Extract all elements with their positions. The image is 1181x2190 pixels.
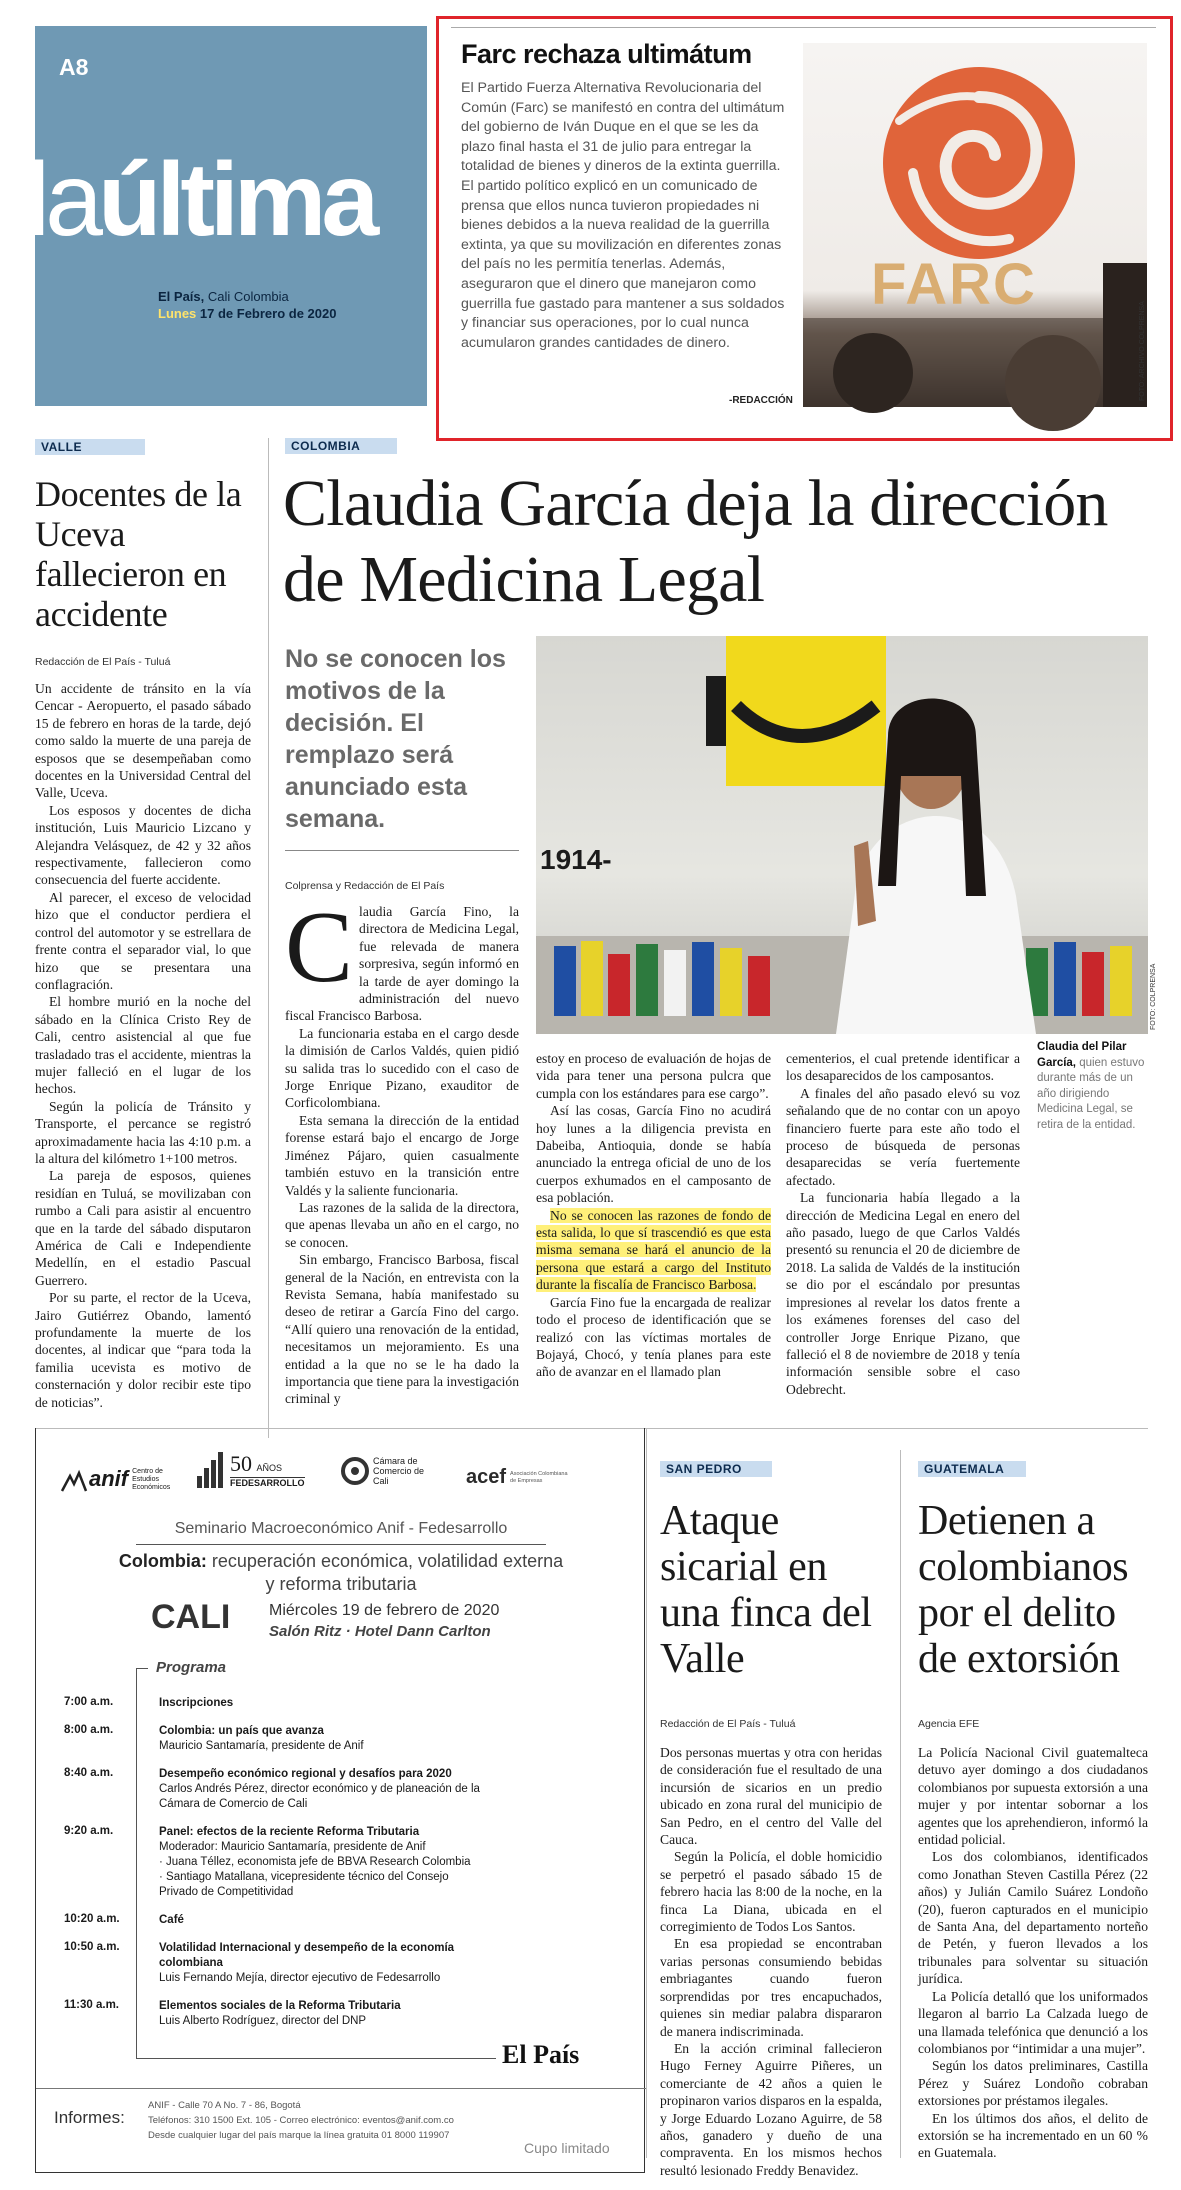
farc-photo — [803, 43, 1147, 407]
date: 17 de Febrero de 2020 — [196, 306, 337, 321]
guatemala-body — [918, 1744, 1148, 2162]
seminar-title-bold: Colombia: — [118, 1551, 207, 1571]
colombia-col3 — [786, 1050, 1020, 1398]
colombia-c3start: cementerios, el cual pretende identificar a los desaparecidos de los camposantos. — [786, 1051, 1020, 1084]
program-row — [64, 1999, 484, 2029]
colombia-col1 — [285, 891, 519, 1408]
medicina-photo-credit: FOTO: COLPRENSA — [1150, 963, 1157, 1030]
farc-headline: Farc rechaza ultimátum — [461, 39, 752, 69]
valle-p4: Según la policía de Tránsito y Transporte, el percance se registró aproximadamente hacia las 4:10 p.m. a la altura del kilómetro 1+100 metros. — [35, 1098, 251, 1166]
sanpedro-headline: Ataque sicarial en una finca del Valle — [660, 1498, 872, 1682]
seminar-venue: Salón Ritz · Hotel Dann Carlton — [269, 1623, 491, 1640]
colombia-c1p2: Las razones de la salida de la directora, que apenas llevaba un año en el cargo, no se conocen. — [285, 1199, 519, 1250]
anif-logo — [61, 1466, 182, 1492]
sanpedro-p2: En esa propiedad se encontraban varias personas consumiendo bebidas embriagantes cuando fueron sorprendidas por tres encapuchados, quienes sin mediar palabra dispararon de manera indiscriminada. — [660, 1936, 882, 2039]
highlighted-quote: No se conocen las razones de fondo de esta salida, lo que sí trascendió es que esta misma semana se hará el anuncio de la persona que estará a cargo del Instituto durante la fiscalía de Francisco Barbosa. — [536, 1207, 771, 1293]
acef-name: acef — [466, 1466, 507, 1488]
fede-name: FEDESARROLLO — [230, 1478, 305, 1488]
photo-year-text: 1914- — [540, 844, 612, 875]
acef-logo — [466, 1466, 574, 1489]
sanpedro-body — [660, 1744, 882, 2179]
colombia-c2after: García Fino fue la encargada de realizar todo el proceso de identificación que se realizó con las víctimas mortales de Bojayá, Chocó, y tenía planes para este año de avanzar en el llamado plan — [536, 1294, 771, 1380]
camara-logo — [341, 1456, 435, 1486]
dropcap: C — [285, 891, 354, 1004]
program-time: 10:20 a.m. — [64, 1913, 120, 1925]
section-title — [27, 142, 375, 258]
section-title-a: la — [27, 142, 98, 258]
farc-photo-credit: FOTO: ARCHIVO COLPRENSA — [1139, 301, 1146, 401]
colombia-c2p0: Así las cosas, García Fino no acudirá hoy lunes a la diligencia prevista en Dabeiba, Antioquia, donde se había anunciado la entrega oficial de uno de los cuerpos exhumados en el camposanto de esa población. — [536, 1103, 771, 1206]
section-tag-sanpedro: SAN PEDRO — [660, 1461, 772, 1477]
program-row — [64, 1696, 484, 1711]
info-line: Desde cualquier lugar del país marque la línea gratuita 01 8000 119907 — [148, 2130, 450, 2141]
valle-article — [35, 438, 251, 1411]
sanpedro-p1: Según la Policía, el doble homicidio se perpetró el pasado sábado 15 de febrero hacia las 8:00 de la noche, en la finca La Diana, ubicada en el corregimiento de Todos Los Santos. — [660, 1849, 882, 1935]
seminar-advertisement — [35, 1428, 645, 2173]
program-line: Luis Alberto Rodríguez, director del DNP — [159, 2015, 367, 2027]
colombia-c1p0: La funcionaria estaba en el cargo desde la dimisión de Carlos Valdés, quien pidió su salida tras lo sucedido con el caso de Jorge Enrique Pizano, exauditor de Corficolombiana. — [285, 1025, 519, 1111]
sanpedro-byline: Redacción de El País - Tuluá — [660, 1718, 796, 1730]
farc-rose-logo — [803, 43, 1147, 407]
camara-name: Cámara de Comercio de Cali — [373, 1456, 425, 1486]
guatemala-headline: Detienen a colombianos por el delito de extorsión — [918, 1498, 1129, 1682]
informes-label: Informes: — [54, 2108, 125, 2127]
anif-sub: Centro de Estudios Económicos — [132, 1468, 171, 1491]
valle-p6: Por su parte, el rector de la Uceva, Jairo Gutiérrez Obando, lamentó profundamente la muerte de los docentes, al indicar que “para toda la familia ucevista es motivo de consternación y dolor recibir este tipo de noticias”. — [35, 1290, 251, 1410]
program-line: Moderador: Mauricio Santamaría, presidente de Anif — [159, 1841, 426, 1853]
seminar-name: Seminario Macroeconómico Anif - Fedesarrollo — [174, 1520, 508, 1537]
bars-icon — [196, 1450, 226, 1488]
info-line: Teléfonos: 310 1500 Ext. 105 - Correo electrónico: eventos@anif.com.co — [148, 2115, 454, 2126]
valle-p3: El hombre murió en la noche del sábado en la Clínica Cristo Rey de Cali, centro asistencial al que fue trasladado tras el accidente, mientras la mujer falleció en el lugar de los hechos. — [35, 994, 251, 1097]
colombia-c3p1: La funcionaria había llegado a la dirección de Medicina Legal en enero del año pasado, luego de que Carlos Valdés presentó su renuncia el 20 de diciembre de 2018. La salida de Valdés de la institución se dio por el escándalo por presuntas impresiones al revelar los datos frente a los exámenes forenses del caso del controller Jorge Enrique Pizano, que falleció el 8 de noviembre de 2018 y tenía información sensible sobre el caso Odebrecht. — [786, 1190, 1020, 1397]
program-time: 10:50 a.m. — [64, 1941, 120, 1953]
colombia-headline: Claudia García deja la dirección de Medicina Legal — [283, 467, 1108, 616]
guatemala-p3: Según los datos preliminares, Castilla Pérez y Suárez Londoño cobraban extorsiones por préstamos ilegales. — [918, 2058, 1148, 2109]
farc-highlight-box — [436, 16, 1173, 441]
program-row — [64, 1913, 484, 1928]
program-title: Café — [159, 1914, 184, 1926]
program-line: · Juana Téllez, economista jefe de BBVA Research Colombia — [159, 1856, 471, 1868]
program-time: 9:20 a.m. — [64, 1825, 114, 1837]
guatemala-p1: Los dos colombianos, identificados como Jonathan Steven Castilla Pérez (22 años) y Julián Camilo Suárez Londoño (20), fueron capturados en el municipio de Santa Ana, del departamento norteño de Petén, y fueron llevados a los tribunales para solventar su situación jurídica. — [918, 1849, 1148, 1987]
program-line: Luis Fernando Mejía, director ejecutivo de Fedesarrollo — [159, 1972, 441, 1984]
program-row — [64, 1767, 484, 1812]
farc-body: El Partido Fuerza Alternativa Revolucionaria del Común (Farc) se manifestó en contra del ultimátum del gobierno de Iván Duque en el que se les da plazo final hasta el 31 de julio para entregar la totalidad de bienes y dineros de la extinta guerrilla. El partido político explicó en un comunicado de prensa que ellos nunca tuvieron propiedades ni bienes debidos a la nueva realidad de la guerrilla extinta, ya que su movilización en diferentes zonas del país no les permitía tenerlas. Además, aseguraron que el dinero que manejaron como guerrilla fue gastado para mantener a sus soldados y financiar sus operaciones, por lo cual nunca acumularon grandes cantidades de dinero. — [461, 80, 785, 351]
program-line: Mauricio Santamaría, presidente de Anif — [159, 1740, 364, 1752]
caption-bold: Claudia del Pilar García, — [1037, 1041, 1127, 1069]
sanpedro-p0: Dos personas muertas y otra con heridas de consideración fue el resultado de una incursión de sicarios en un predio ubicado en zona rural del municipio de San Pedro, en el centro del Valle del Cauca. — [660, 1745, 882, 1848]
dateline — [158, 288, 336, 322]
sanpedro-p3: En la acción criminal fallecieron Hugo Ferney Aguirre Piñeres, un comerciante de 42 años a quien le propinaron varios disparos en la espalda, y Jorge Eduardo Lozano Aguirre, de 58 años, ganadero y dueño de una compraventa. En los mismos hechos resultó lesionado Freddy Benavidez. — [660, 2040, 882, 2178]
valle-p2: Al parecer, el exceso de velocidad hizo que el conductor perdiera el control del automotor y se estrellara de frente contra el separador vial, lo que hizo que se presentara una conflagración. — [35, 889, 251, 992]
fedesarrollo-logo — [196, 1450, 305, 1488]
guatemala-p0: La Policía Nacional Civil guatemalteca detuvo ayer domingo a dos ciudadanos colombianos por supuesta extorsión a una mujer y por intentar sobornar a los agentes que los aprehendieron, informó la entidad policial. — [918, 1745, 1148, 1848]
valle-body — [35, 680, 251, 1411]
program-title: Colombia: un país que avanza — [159, 1725, 324, 1737]
colombia-byline: Colprensa y Redacción de El País — [285, 880, 445, 892]
guatemala-article — [918, 1460, 1148, 2162]
valle-p0: Un accidente de tránsito en la vía Cencar - Aeropuerto, el pasado sábado 15 de febrero en horas de la tarde, dejó como saldo la muerte de una pareja de esposos que se desempeñaban como docentes en la Universidad Central del Valle, Uceva. — [35, 681, 251, 801]
fede-anos: AÑOS — [256, 1463, 282, 1473]
informes-info — [148, 2098, 454, 2143]
colombia-c2start: estoy en proceso de evaluación de hojas de vida para tener una persona pulcra que cumpla con los estándares para ese cargo”. — [536, 1051, 771, 1101]
medicina-legal-photo — [536, 636, 1148, 1034]
section-tag-guatemala: GUATEMALA — [918, 1461, 1026, 1477]
city: Cali Colombia — [204, 289, 289, 304]
seminar-city: CALI — [151, 1598, 231, 1636]
programa-label: Programa — [156, 1659, 227, 1676]
program-title: Volatilidad Internacional y desempeño de la economía colombiana — [159, 1942, 455, 1969]
section-tag-colombia: COLOMBIA — [285, 438, 397, 454]
valle-byline: Redacción de El País - Tuluá — [35, 656, 171, 668]
program-row — [64, 1941, 484, 1986]
program-row — [64, 1825, 484, 1900]
program-list — [64, 1696, 484, 2042]
seminar-title-rest: recuperación económica, volatilidad externa y reforma tributaria — [206, 1551, 564, 1594]
section-title-b: última — [97, 142, 375, 258]
acef-sub: Asociación Colombiana de Empresas — [510, 1470, 568, 1484]
colombia-deck: No se conocen los motivos de la decisión. El remplazo será anunciado esta semana. — [285, 645, 506, 833]
paper-name: El País, — [158, 289, 205, 304]
colombia-c1p3: Sin embargo, Francisco Barbosa, fiscal general de la Nación, en entrevista con la Revista Semana, había manifestado su deseo de retirar a García Fino del cargo. “Allí quiero una renovación de la entidad, necesitamos un mejoramiento. Es una entidad a la que no se le ha dado la importancia que tiene para la investigación criminal y — [285, 1252, 519, 1407]
section-tag-valle: VALLE — [35, 439, 145, 455]
program-line: Carlos Andrés Pérez, director económico y de planeación de la Cámara de Comercio de Cali — [159, 1783, 480, 1810]
program-time: 8:00 a.m. — [64, 1724, 114, 1736]
colombia-lead: laudia García Fino, la directora de Medicina Legal, fue relevada de manera sorpresiva, según informó en la tarde de ayer domingo la administración del nuevo fiscal Francisco Barbosa. — [285, 904, 519, 1024]
fede-50: 50 — [230, 1451, 252, 1476]
seminar-title — [116, 1550, 566, 1596]
guatemala-p2: La Policía detalló que los uniformados llegaron al barrio La Calzada luego de una llamada telefónica que denunció a los colombianos por “intimidar a una mujer”. — [918, 1988, 1148, 2056]
page-number: A8 — [59, 54, 89, 80]
camara-logo-icon — [341, 1457, 369, 1485]
photo-caption — [1037, 1040, 1155, 1133]
program-title: Desempeño económico regional y desafíos para 2020 — [159, 1768, 452, 1780]
program-time: 11:30 a.m. — [64, 1999, 119, 2011]
program-title: Elementos sociales de la Reforma Tributaria — [159, 2000, 401, 2012]
valle-p5: La pareja de esposos, quienes residían en Tuluá, se movilizaban con rumbo a Cali para asistir al encuentro que en la tarde del sábado disputaron América de Cali e Independiente Medellín, en el estadio Pascual Guerrero. — [35, 1168, 251, 1288]
colombia-c3p0: A finales del año pasado elevó su voz señalando que de no contar con un apoyo financiero fuerte para este año todo el proceso de búsqueda de personas desaparecidas se vería fuertemente afectado. — [786, 1085, 1020, 1188]
anif-name: anif — [89, 1466, 129, 1491]
sanpedro-article — [660, 1460, 882, 2179]
seminar-date: Miércoles 19 de febrero de 2020 — [269, 1602, 500, 1619]
masthead — [27, 26, 427, 406]
farc-photo-text: FARC — [871, 252, 1037, 317]
caption-rest: quien estuvo durante más de un año dirigiendo Medicina Legal, se retira de la entidad. — [1037, 1056, 1145, 1131]
valle-p1: Los esposos y docentes de dicha institución, Luis Mauricio Lizcano y Alejandra Velásquez, de 42 y 32 años respectivamente, fallecieron como consecuencia del fuerte accidente. — [35, 802, 251, 888]
colombia-col2 — [536, 1050, 771, 1381]
colombia-c1p1: Esta semana la dirección de la entidad forense estará bajo el encargo de Jorge Jiménez Pájaro, quien casualmente también estuvo en la transición entre Valdés y la saliente funcionaria. — [285, 1112, 519, 1198]
farc-signature: -REDACCIÓN — [729, 395, 793, 406]
info-line: ANIF - Calle 70 A No. 7 - 86, Bogotá — [148, 2100, 301, 2111]
program-row — [64, 1724, 484, 1754]
el-pais-logo: El País — [502, 2040, 580, 2069]
weekday: Lunes — [158, 306, 197, 321]
program-title: Panel: efectos de la reciente Reforma Tributaria — [159, 1826, 420, 1838]
program-time: 7:00 a.m. — [64, 1696, 114, 1708]
photo-scene — [536, 636, 1148, 1034]
guatemala-p4: En los últimos dos años, el delito de extorsión se ha incrementado en un 60 % en Guatemala. — [918, 2110, 1148, 2161]
guatemala-byline: Agencia EFE — [918, 1718, 980, 1730]
program-time: 8:40 a.m. — [64, 1767, 114, 1779]
anif-logo-icon — [61, 1470, 87, 1492]
program-line: · Santiago Matallana, vicepresidente técnico del Consejo Privado de Competitividad — [159, 1871, 449, 1898]
cupo-limitado: Cupo limitado — [524, 2140, 610, 2156]
program-title: Inscripciones — [159, 1697, 234, 1709]
valle-headline: Docentes de la Uceva fallecieron en accidente — [35, 474, 242, 634]
